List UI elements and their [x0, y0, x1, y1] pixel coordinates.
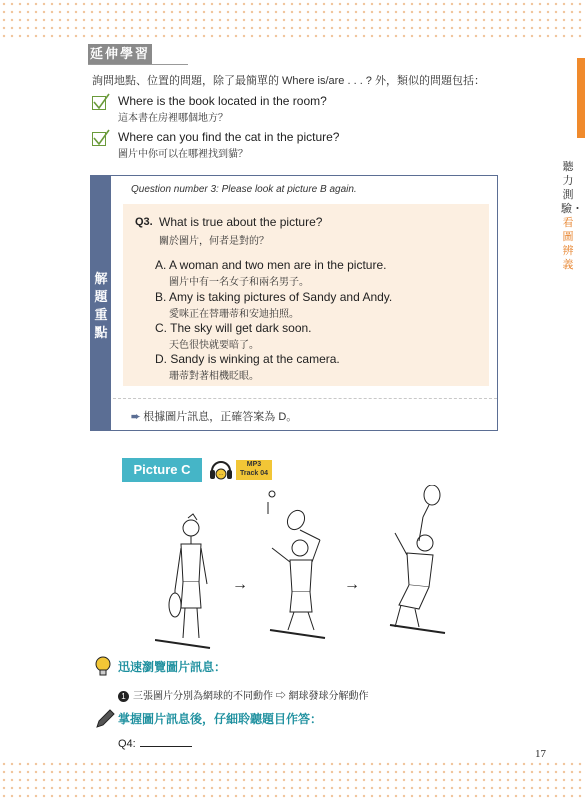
- q4-label: Q4:: [118, 738, 136, 750]
- question-number: Question number 3: Please look at picture B again.: [131, 184, 357, 195]
- answer-text: 根據圖片訊息，正確答案為 D。: [143, 411, 298, 423]
- chapter-side-label: [561, 160, 583, 272]
- side-label-dot: ・: [572, 203, 583, 215]
- pencil-icon: [94, 708, 116, 730]
- side-title-char: 解: [94, 271, 108, 286]
- question-zh: 關於圖片，何者是對的？: [159, 236, 269, 247]
- lightbulb-icon: [94, 656, 112, 678]
- scan-tip-bullet: [118, 687, 369, 702]
- dotted-footer-band: [0, 760, 585, 800]
- option-en: B. Amy is taking pictures of Sandy and Andy.: [155, 290, 393, 304]
- mp3-label: MP3: [246, 461, 262, 468]
- checkmark-icon: [92, 96, 106, 110]
- side-label-part2: 看圖辨義: [562, 217, 574, 271]
- arrow-icon: ⇨: [275, 691, 286, 702]
- picture-label: Picture C: [122, 458, 202, 482]
- audio-track-tag: [236, 460, 272, 480]
- side-label-part1: 聽力測驗: [561, 161, 574, 215]
- option-zh: 愛咪正在替珊蒂和安迪拍照。: [169, 309, 299, 320]
- option-zh: 天色很快就要暗了。: [169, 340, 259, 351]
- bullet-number: 1: [118, 691, 129, 702]
- scan-tip-title: 迅速瀏覽圖片訊息：: [118, 660, 227, 674]
- track-label: Track 04: [239, 470, 269, 477]
- extension-item-zh: 這本書在房裡哪個地方？: [118, 113, 228, 124]
- answer-line: [131, 408, 297, 424]
- option-en: C. The sky will get dark soon.: [155, 321, 312, 335]
- scan-tip: [94, 656, 227, 683]
- side-title-char: 重: [94, 307, 108, 322]
- extension-underline: [88, 64, 188, 65]
- side-title-char: 題: [94, 289, 108, 304]
- bullet-text-b: 網球發球分解動作: [288, 691, 369, 702]
- answer-blank[interactable]: [140, 736, 192, 747]
- listen-tip: [94, 708, 323, 735]
- extension-item-zh: 圖片中你可以在哪裡找到貓？: [118, 149, 248, 160]
- tennis-figure-toss: [260, 490, 330, 640]
- extension-intro: 詢問地點、位置的問題，除了最簡單的 Where is/are . . . ? 外，類似的問題包括：: [92, 75, 485, 87]
- option-en: D. Sandy is winking at the camera.: [155, 352, 340, 366]
- solution-side-title: [91, 176, 111, 430]
- question-text: What is true about the picture?: [159, 215, 323, 229]
- solution-box: [90, 175, 498, 431]
- tennis-figure-serve: [385, 485, 455, 635]
- chapter-tab: [577, 58, 585, 138]
- right-arrow-icon: ➨: [131, 411, 141, 423]
- extension-item-en: Where is the book located in the room?: [118, 94, 327, 108]
- side-title-char: 點: [94, 325, 108, 340]
- sequence-arrow: →: [232, 576, 248, 593]
- tennis-figure-ready: [155, 510, 215, 650]
- q4-answer-line: [118, 736, 192, 750]
- extension-title: 延伸學習: [88, 44, 152, 64]
- headphone-icon: [208, 456, 234, 489]
- option-zh: 圖片中有一名女子和兩名男子。: [169, 277, 309, 288]
- sequence-arrow: →: [344, 576, 360, 593]
- listen-tip-title: 掌握圖片訊息後，仔細聆聽題目作答：: [118, 712, 323, 726]
- bullet-text-a: 三張圖片分別為網球的不同動作: [133, 691, 273, 702]
- page-number: 17: [535, 748, 546, 760]
- svg-text:···: ···: [218, 472, 224, 478]
- question-label: Q3.: [135, 216, 153, 228]
- dotted-header-band: [0, 0, 585, 40]
- option-zh: 珊蒂對著相機眨眼。: [169, 371, 259, 382]
- option-en: A. A woman and two men are in the picture.: [155, 258, 387, 272]
- extension-item-en: Where can you find the cat in the picture?: [118, 130, 340, 144]
- question-panel: [123, 204, 489, 386]
- solution-divider: [113, 398, 497, 399]
- checkmark-icon: [92, 132, 106, 146]
